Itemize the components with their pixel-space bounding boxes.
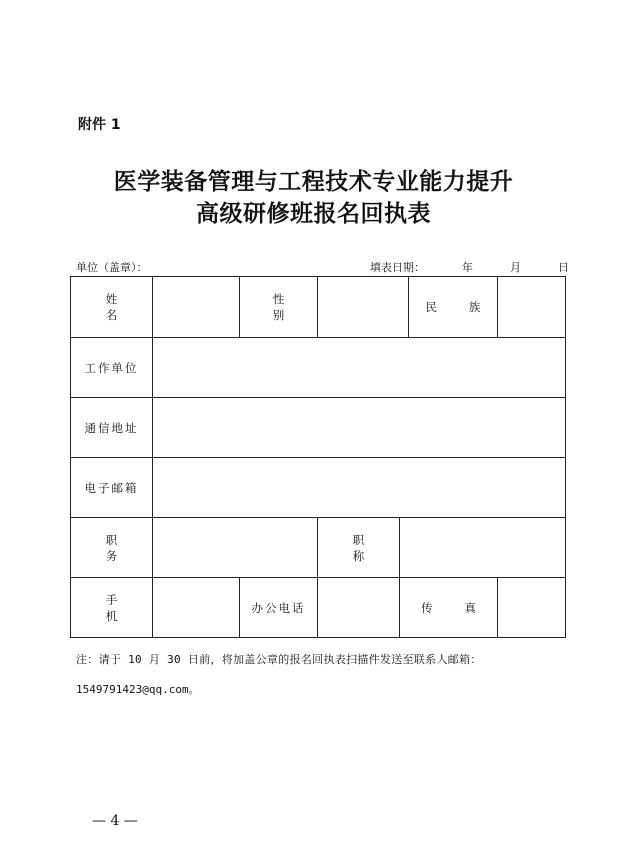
table-row-name [71,277,566,338]
address-field[interactable] [153,398,566,458]
office-phone-label: 办公电话 [240,578,318,638]
address-label: 通信地址 [71,398,153,458]
table-row-email [71,458,566,518]
fax-field[interactable] [498,578,566,638]
work-unit-field[interactable] [153,338,566,398]
submission-note: 注：请于 10 月 30 日前，将加盖公章的报名回执表扫描件发送至联系人邮箱： [76,653,482,666]
date-line [370,259,569,275]
name-label: 姓 名 [71,277,153,338]
attachment-label: 附件 1 [78,117,121,133]
email-label: 电子邮箱 [71,458,153,518]
gender-label: 性 别 [240,277,318,338]
mobile-label: 手 机 [71,578,153,638]
month-label: 月 [510,261,521,274]
document-title-line1: 医学装备管理与工程技术专业能力提升 [113,168,514,195]
table-row-address [71,398,566,458]
year-label: 年 [462,261,473,274]
contact-email: 1549791423@qq.com。 [76,683,200,696]
document-title-line2: 高级研修班报名回执表 [196,200,431,227]
title-field[interactable] [400,518,566,578]
name-field[interactable] [153,277,240,338]
work-unit-label: 工作单位 [71,338,153,398]
ethnicity-label: 民 族 [409,277,498,338]
table-row-mobile [71,578,566,638]
table-row-work-unit [71,338,566,398]
registration-form-table [70,276,566,638]
gender-field[interactable] [318,277,409,338]
title-label: 职 称 [318,518,400,578]
email-field[interactable] [153,458,566,518]
fax-label: 传 真 [400,578,498,638]
date-label: 填表日期： [370,261,425,274]
position-field[interactable] [153,518,318,578]
page-number: — 4 — [92,813,138,829]
office-phone-field[interactable] [318,578,400,638]
position-label: 职 务 [71,518,153,578]
table-row-position [71,518,566,578]
ethnicity-field[interactable] [498,277,566,338]
day-label: 日 [558,261,569,274]
mobile-field[interactable] [153,578,240,638]
unit-label: 单位（盖章）： [76,261,148,274]
